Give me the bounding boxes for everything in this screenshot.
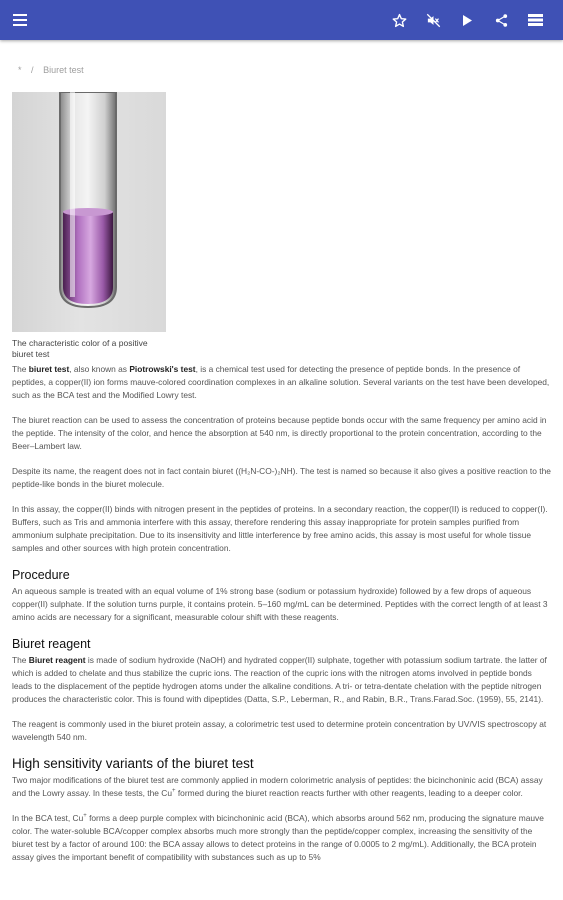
paragraph: In this assay, the copper(II) binds with nitrogen present in the peptides of proteins. In a secondary reaction, the copper(II) is reduced to copper(I). Buffers, such as Tris and ammonia interfere with this assay, therefore rendering this assay inappropriate for protein samples purified from ammonium sulphate precipitation. Due to its insensitivity and little interference by free amino acids, this assay is most useful for whole tissue samples and other sources with high protein concentration. [12,504,548,553]
paragraph: An aqueous sample is treated with an equal volume of 1% strong base (sodium or potassium hydroxide) followed by a few drops of aqueous copper(II) sulphate. If the solution turns purple, it contains protein. 5–160 mg/mL can be determined. Peptides with the correct length of at least 3 amino acids are necessary for a significant, measurable colour shift with these reagents. [12,586,548,622]
app-bar [0,0,563,40]
bold-term: Biuret reagent [28,655,86,665]
volume-off-icon[interactable] [418,0,448,40]
article-body [12,363,552,876]
paragraph: The Biuret reagent is made of sodium hydroxide (NaOH) and hydrated copper(II) sulphate, together with potassium sodium tartrate. the latter of which is added to chelate and thus stabilize the cupric ions. The reaction of the cupric ions with the nitrogen atoms involved in peptide bonds leads to the displacement of the peptide hydrogen atoms under the alkaline conditions. A tri- or tetra-dentate chelation with the peptide nitrogen produces the characteristic color. This is found with dipeptides (Datta, S.P., Leberman, R., and Rabin, B.R., Trans.Farad.Soc. (1959), 55, 2141). [12,655,547,704]
paragraph: Despite its name, the reagent does not in fact contain biuret ((H₂N-CO-)₂NH). The test is named so because it also gives a positive reaction to the peptide-like bonds in the biuret molecule. [12,466,551,489]
menu-icon[interactable] [5,0,35,40]
breadcrumb-separator: / [31,65,34,75]
breadcrumb [18,65,91,75]
play-icon[interactable] [452,0,482,40]
paragraph: In the BCA test, Cu+ forms a deep purple complex with bicinchoninic acid (BCA), which absorbs around 562 nm, producing the signature mauve color. The water-soluble BCA/copper complex absorbs much more strongly than the peptide/copper complex, increasing the sensitivity of the biuret test by a factor of around 100: the BCA assay allows to detect proteins in the range of 0.0005 to 2 mg/mL). Additionally, the BCA protein assay gives the important benefit of compatibility with substances such as up to 5% [12,813,544,862]
content-area[interactable] [0,40,563,900]
bold-term: biuret test [28,364,70,374]
section-heading-variants: High sensitivity variants of the biuret test [12,756,254,771]
breadcrumb-current: Biuret test [43,65,84,75]
paragraph: Two major modifications of the biuret test are commonly applied in modern colorimetric analysis of peptides: the bicinchoninic acid (BCA) assay and the Lowry assay. In these tests, the Cu+ formed during the biuret reaction reacts further with other reagents, leading to a deeper color. [12,775,543,798]
figure-caption: The characteristic color of a positive biuret test [12,338,148,359]
breadcrumb-home[interactable]: * [18,65,22,75]
section-heading-procedure: Procedure [12,568,70,582]
intro-paragraph: The biuret test, also known as Piotrowski's test, is a chemical test used for detecting the presence of peptide bonds. In the presence of peptides, a copper(II) ion forms mauve-colored coordination complexes in an alkaline solution. Several variants on the test have been developed, such as the BCA test and the Modified Lowry test. [12,364,550,400]
article-figure [12,92,166,360]
paragraph: The biuret reaction can be used to assess the concentration of proteins because peptide bonds occur with the same frequency per amino acid in the peptide. The intensity of the color, and hence the absorption at 540 nm, is directly proportional to the protein concentration, according to the Beer–Lambert law. [12,415,547,451]
share-icon[interactable] [486,0,516,40]
view-list-icon[interactable] [520,0,550,40]
section-heading-biuret-reagent: Biuret reagent [12,637,91,651]
paragraph: The reagent is commonly used in the biuret protein assay, a colorimetric test used to determine protein concentration by UV/VIS spectroscopy at wavelength 540 nm. [12,719,547,742]
biuret-test-tube-image[interactable] [12,92,166,332]
bold-term: Piotrowski's test [129,364,196,374]
star-icon[interactable] [384,0,414,40]
